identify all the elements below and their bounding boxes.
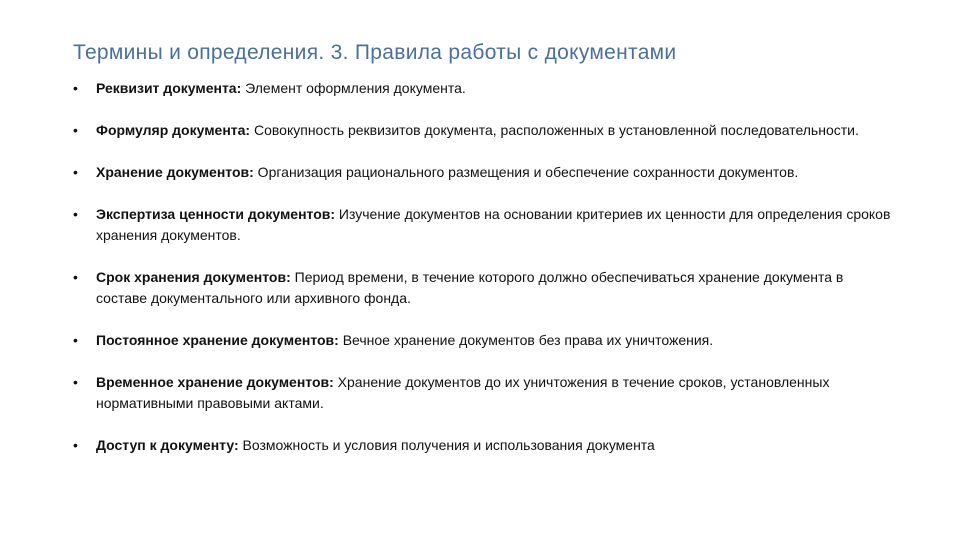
- term-definition: Изучение документов на основании критериев их ценности для определения сроков хранения документов.: [96, 206, 891, 243]
- slide-title: Термины и определения. 3. Правила работы с документами: [73, 41, 677, 64]
- term-definition: Возможность и условия получения и использования документа: [238, 437, 655, 453]
- bullet-icon: •: [73, 269, 78, 285]
- bullet-icon: •: [73, 437, 78, 453]
- term-name: Хранение документов:: [96, 164, 254, 180]
- term-definition: Элемент оформления документа.: [241, 80, 466, 96]
- bullet-icon: •: [73, 80, 78, 96]
- term-name: Срок хранения документов:: [96, 269, 291, 285]
- term-definition: Совокупность реквизитов документа, расположенных в установленной последовательности.: [250, 122, 859, 138]
- term-definition: Организация рационального размещения и обеспечение сохранности документов.: [253, 164, 799, 180]
- bullet-icon: •: [73, 164, 78, 180]
- bullet-icon: •: [73, 374, 78, 390]
- term-item: [73, 435, 893, 456]
- term-item: [73, 372, 893, 414]
- bullet-icon: •: [73, 122, 78, 138]
- term-item: [73, 162, 893, 183]
- term-item: [73, 78, 893, 99]
- term-name: Доступ к документу:: [96, 437, 239, 453]
- bullet-icon: •: [73, 332, 78, 348]
- bullet-icon: •: [73, 206, 78, 222]
- term-item: [73, 204, 893, 246]
- term-item: [73, 267, 893, 309]
- term-item: [73, 330, 893, 351]
- term-item: [73, 120, 893, 141]
- term-name: Временное хранение документов:: [96, 374, 334, 390]
- term-definition: Хранение документов до их уничтожения в течение сроков, установленных нормативными правовыми актами.: [96, 374, 830, 411]
- term-name: Реквизит документа:: [96, 80, 242, 96]
- term-definition: Период времени, в течение которого должно обеспечиваться хранение документа в составе документального или архивного фонда.: [96, 269, 844, 306]
- terms-list: [73, 78, 893, 456]
- term-name: Формуляр документа:: [96, 122, 251, 138]
- term-definition: Вечное хранение документов без права их уничтожения.: [338, 332, 714, 348]
- term-name: Экспертиза ценности документов:: [96, 206, 336, 222]
- term-name: Постоянное хранение документов:: [96, 332, 339, 348]
